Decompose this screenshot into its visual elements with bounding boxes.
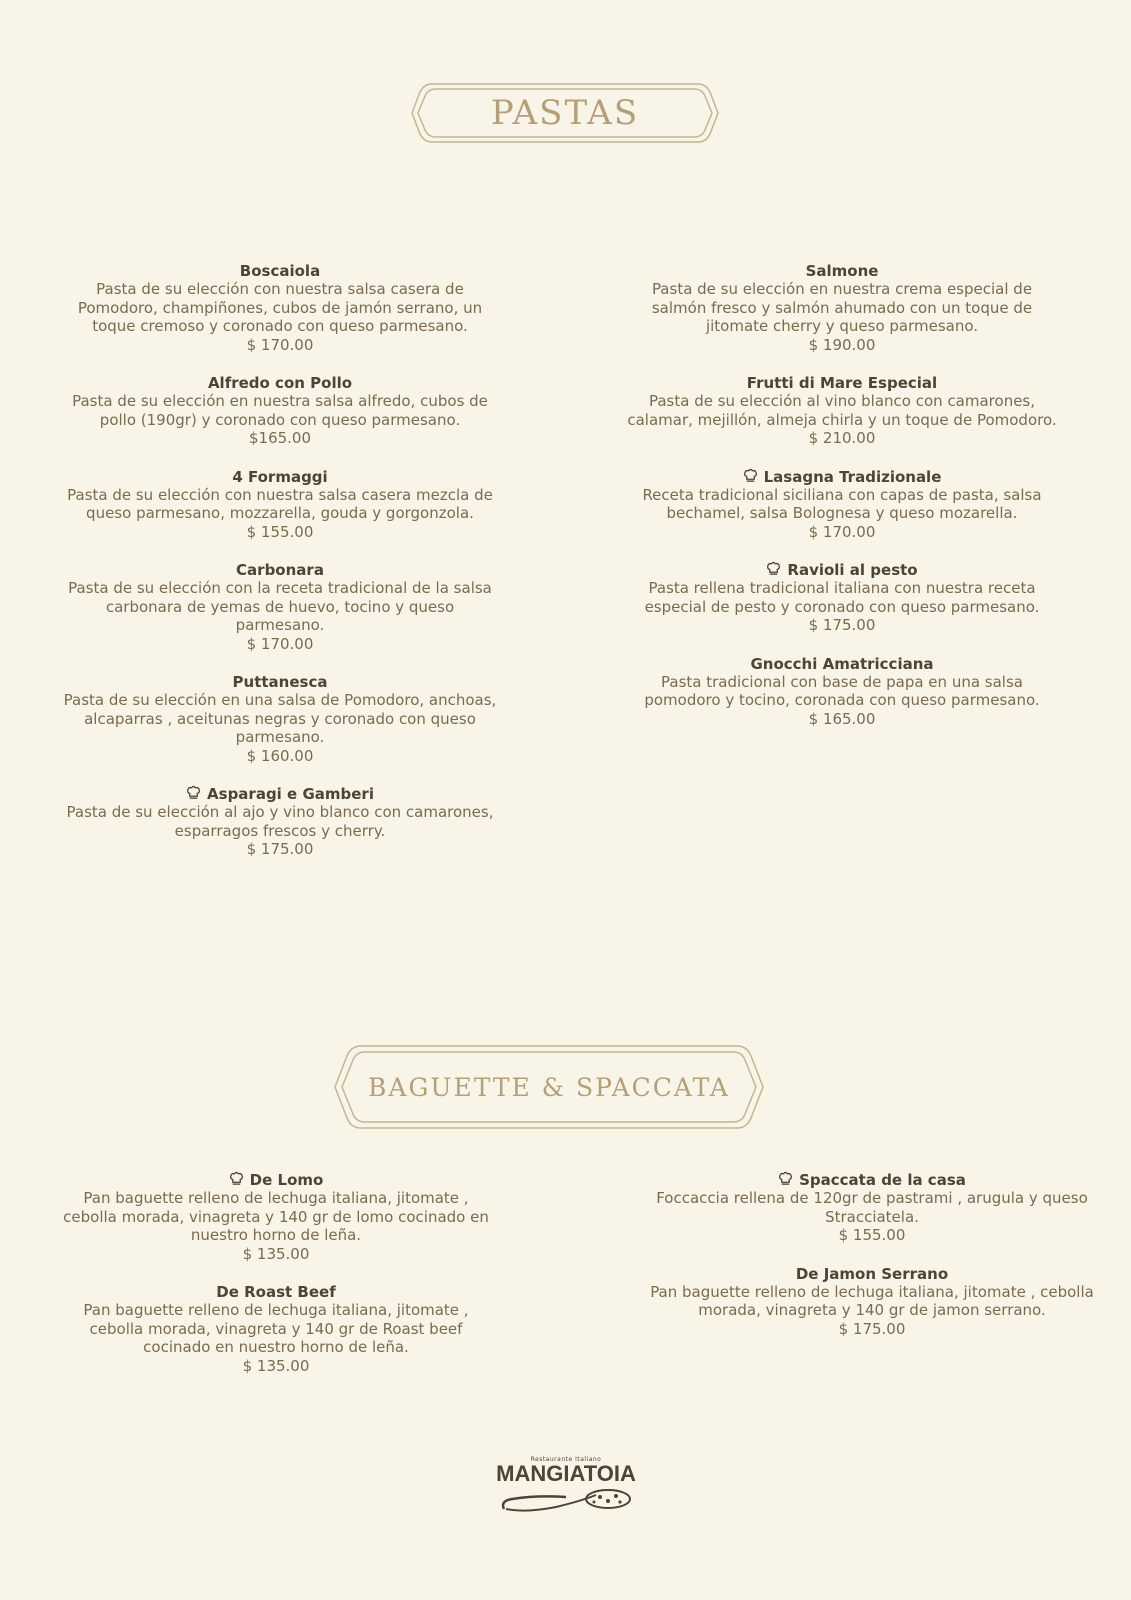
menu-item-price: $ 170.00 (808, 522, 876, 541)
menu-item (626, 655, 1058, 729)
menu-item-name (62, 1283, 490, 1301)
menu-item-name (62, 673, 498, 691)
menu-item-name-text: Puttanesca (232, 673, 328, 691)
menu-item-name-text: 4 Formaggi (232, 467, 328, 486)
menu-item-description: Pasta tradicional con base de papa en una salsa pomodoro y tocino, coronada con queso parmesano. (644, 672, 1040, 709)
menu-item-price: $ 210.00 (808, 429, 876, 447)
menu-item-name-text: Carbonara (236, 561, 324, 579)
menu-item-description: Pasta de su elección con la receta tradicional de la salsa carbonara de yemas de huevo, tocino y queso parmesano. (68, 579, 492, 634)
menu-item-description: Pasta de su elección en nuestra crema especial de salmón fresco y salmón ahumado con un toque de jitomate cherry y queso parmesano. (651, 280, 1033, 335)
menu-item-name (62, 262, 498, 280)
menu-item-price: $ 160.00 (246, 746, 314, 765)
menu-item-description: Receta tradicional siciliana con capas de pasta, salsa bechamel, salsa Bolognesa y queso mozarella. (642, 485, 1042, 522)
menu-item-name-text: Boscaiola (239, 262, 321, 280)
logo-name: MANGIATOIA (496, 1461, 636, 1486)
menu-item (62, 785, 498, 859)
menu-item-name-text: De Lomo (249, 1171, 324, 1189)
menu-item-price: $ 155.00 (246, 522, 314, 541)
menu-item-price: $ 165.00 (808, 709, 876, 728)
menu-item-price: $ 135.00 (242, 1356, 310, 1375)
menu-item-name (646, 1265, 1098, 1283)
menu-item (62, 673, 498, 765)
menu-item-price: $ 175.00 (838, 1319, 906, 1338)
pastas-left-column (62, 262, 498, 879)
menu-item (62, 1283, 490, 1375)
chef-hat-icon (766, 561, 781, 576)
menu-item-name (626, 561, 1058, 579)
menu-item-description: Pasta de su elección en una salsa de Pomodoro, anchoas, alcaparras , aceitunas negras y coronado con queso parmesano. (63, 691, 497, 746)
menu-item (626, 262, 1058, 354)
menu-item-name (626, 262, 1058, 280)
menu-item-description: Pasta de su elección en nuestra salsa alfredo, cubos de pollo (190gr) y coronado con queso parmesano. (72, 392, 488, 429)
menu-item-price: $ 175.00 (246, 840, 314, 858)
menu-item (626, 468, 1058, 542)
menu-item (62, 262, 498, 354)
menu-item-price: $ 170.00 (246, 634, 314, 653)
pizza-peel-icon (496, 1487, 636, 1515)
baguette-left-column (62, 1171, 490, 1395)
menu-item-name (62, 374, 498, 392)
menu-item-name (626, 655, 1058, 673)
menu-item-name-text: Lasagna Tradizionale (763, 467, 942, 486)
menu-item-description: Pasta de su elección al vino blanco con camarones, calamar, mejillón, almeja chirla y un toque de Pomodoro. (627, 392, 1057, 429)
logo-tagline: Restaurante Italiano (530, 1456, 602, 1463)
menu-item-description: Pasta de su elección con nuestra salsa casera de Pomodoro, champiñones, cubos de jamón serrano, un toque cremoso y coronado con queso parmesano. (77, 280, 483, 335)
menu-item-description: Pasta de su elección con nuestra salsa casera mezcla de queso parmesano, mozzarella, gouda y gorgonzola. (67, 485, 493, 522)
menu-item-name-text: De Roast Beef (216, 1283, 336, 1301)
section-title-pastas: PASTAS (490, 93, 640, 133)
menu-item-name (62, 561, 498, 579)
menu-item-price: $ 175.00 (808, 616, 876, 634)
chef-hat-icon (186, 785, 201, 800)
menu-item-price: $ 135.00 (242, 1244, 310, 1263)
chef-hat-icon (743, 468, 758, 483)
pastas-right-column (626, 262, 1058, 748)
menu-item-description: Pan baguette relleno de lechuga italiana, jitomate , cebolla morada, vinagreta y 140 gr de Roast beef cocinado en nuestro horno de leña. (83, 1301, 469, 1356)
menu-item-name-text: De Jamon Serrano (795, 1264, 949, 1283)
menu-item-name-text: Alfredo con Pollo (207, 374, 353, 392)
baguette-banner (333, 1044, 765, 1130)
menu-item-name (62, 785, 498, 803)
chef-hat-icon (778, 1171, 793, 1186)
menu-item-price: $ 190.00 (808, 335, 876, 354)
menu-item (62, 374, 498, 448)
menu-item-price: $ 155.00 (838, 1226, 906, 1244)
menu-item (62, 561, 498, 653)
menu-item (646, 1265, 1098, 1339)
menu-item-name (62, 1171, 490, 1189)
menu-item-name (626, 468, 1058, 486)
menu-item-description: Pasta rellena tradicional italiana con nuestra receta especial de pesto y coronado con queso parmesano. (644, 579, 1040, 616)
menu-item-name-text: Gnocchi Amatricciana (750, 654, 934, 673)
pastas-banner (410, 82, 720, 144)
menu-item-price: $ 170.00 (246, 335, 314, 354)
menu-item-name-text: Salmone (805, 262, 879, 280)
menu-item-name (626, 374, 1058, 392)
menu-item (626, 561, 1058, 635)
menu-item (62, 468, 498, 542)
chef-hat-icon (229, 1171, 244, 1186)
menu-item-description: Foccaccia rellena de 120gr de pastrami , arugula y queso Stracciatela. (656, 1189, 1088, 1226)
menu-item-name-text: Asparagi e Gamberi (207, 785, 374, 803)
menu-item (626, 374, 1058, 448)
menu-item-description: Pan baguette relleno de lechuga italiana, jitomate , cebolla morada, vinagreta y 140 gr de lomo cocinado en nuestro horno de leña. (63, 1189, 489, 1244)
menu-item-name-text: Ravioli al pesto (787, 561, 918, 579)
menu-item-name-text: Spaccata de la casa (799, 1171, 966, 1189)
section-title-baguette: BAGUETTE & SPACCATA (368, 1072, 730, 1102)
menu-item-name (646, 1171, 1098, 1189)
menu-item (62, 1171, 490, 1263)
menu-item (646, 1171, 1098, 1245)
menu-item-description: Pan baguette relleno de lechuga italiana, jitomate , cebolla morada, vinagreta y 140 gr de jamon serrano. (650, 1282, 1094, 1319)
menu-item-price: $165.00 (248, 429, 312, 447)
menu-item-description: Pasta de su elección al ajo y vino blanco con camarones, esparragos frescos y cherry. (66, 803, 494, 840)
menu-item-name (62, 468, 498, 486)
menu-item-name-text: Frutti di Mare Especial (746, 374, 938, 392)
restaurant-logo (488, 1456, 644, 1516)
baguette-right-column (646, 1171, 1098, 1358)
